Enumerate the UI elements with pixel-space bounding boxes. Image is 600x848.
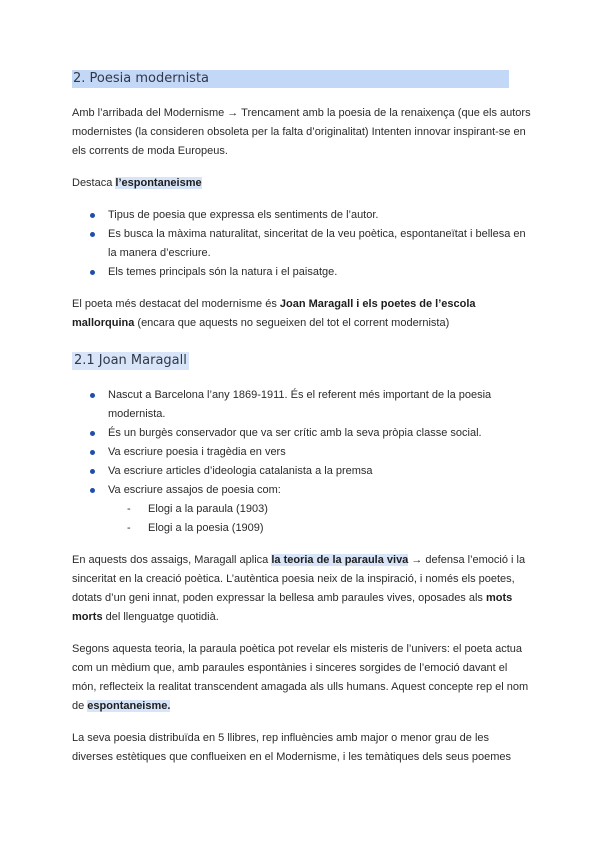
essay-item: - Elogi a la paraula (1903)	[148, 500, 532, 519]
espontaneisme-highlight: espontaneisme.	[87, 700, 171, 712]
essays-intro: Va escriure assajos de poesia com:	[108, 484, 281, 496]
list-item: Es busca la màxima naturalitat, sinceritat de la veu poètica, espontaneïtat i bellesa en la manera d’escriure.	[108, 225, 532, 263]
subsection-heading: 2.1 Joan Maragall	[74, 353, 187, 368]
list-item	[108, 481, 532, 538]
p1-suffix: del llenguatge quotidià.	[102, 611, 219, 623]
espontaneisme-list	[72, 206, 532, 282]
paraula-viva-paragraph	[72, 551, 532, 627]
essays-list	[108, 500, 532, 538]
destaca-highlight: l’espontaneisme	[115, 177, 202, 189]
list-item: Va escriure articles d’ideologia catalanista a la premsa	[108, 462, 532, 481]
list-item: Els temes principals són la natura i el paisatge.	[108, 263, 532, 282]
intro-paragraph: Amb l’arribada del Modernisme → Trencament amb la poesia de la renaixença (que els autors modernistes (la consideren obsoleta per la falta d’originalitat) Intenten innovar inspirant-se en els corrents de moda Europeus.	[72, 107, 531, 157]
poet-paragraph	[72, 295, 532, 333]
document-content	[72, 70, 532, 780]
list-item: Tipus de poesia que expressa els sentiments de l’autor.	[108, 206, 532, 225]
poet-prefix: El poeta més destacat del modernisme és	[72, 298, 280, 310]
poet-bold: Joan Maragall i els poetes de l’escola mallorquina	[72, 298, 476, 329]
poet-suffix: (encara que aquests no segueixen del tot el corrent modernista)	[134, 317, 450, 329]
list-item: Nascut a Barcelona l’any 1869-1911. És el referent més important de la poesia modernista.	[108, 386, 532, 424]
list-item: Va escriure poesia i tragèdia en vers	[108, 443, 532, 462]
paraula-viva-highlight: la teoria de la paraula viva	[271, 554, 409, 566]
destaca-paragraph	[72, 174, 532, 193]
p2-prefix: Segons aquesta teoria, la paraula poètica pot revelar els misteris de l’univers: el poeta actua com un mèdium que, amb paraules espontànies i sinceres sorgides de l’emoció davant el món, reflecteix la realitat transcendent amagada als ulls humans. Aquest concepte rep el nom de	[72, 643, 529, 712]
mots-morts-bold: mots morts	[72, 592, 513, 623]
p1-mid: → defensa l’emoció i la sinceritat en la creació poètica. L’autèntica poesia neix de la inspiració, i només els poetes, dotats d’un geni innat, poden expressar la bellesa amb paraules vives, oposades als	[72, 554, 526, 604]
essay-item: - Elogi a la poesia (1909)	[148, 519, 532, 538]
maragall-list	[72, 386, 532, 538]
poesia-paragraph: La seva poesia distribuïda en 5 llibres, rep influències amb major o menor grau de les diverses estètiques que conflueixen en el Modernisme, i les temàtiques dels seus poemes	[72, 732, 512, 763]
list-item: És un burgès conservador que va ser crític amb la seva pròpia classe social.	[108, 424, 532, 443]
p1-prefix: En aquests dos assaigs, Maragall aplica	[72, 554, 272, 566]
teoria-paragraph	[72, 640, 532, 716]
destaca-prefix: Destaca	[72, 177, 116, 189]
section-heading: 2. Poesia modernista	[72, 70, 509, 88]
